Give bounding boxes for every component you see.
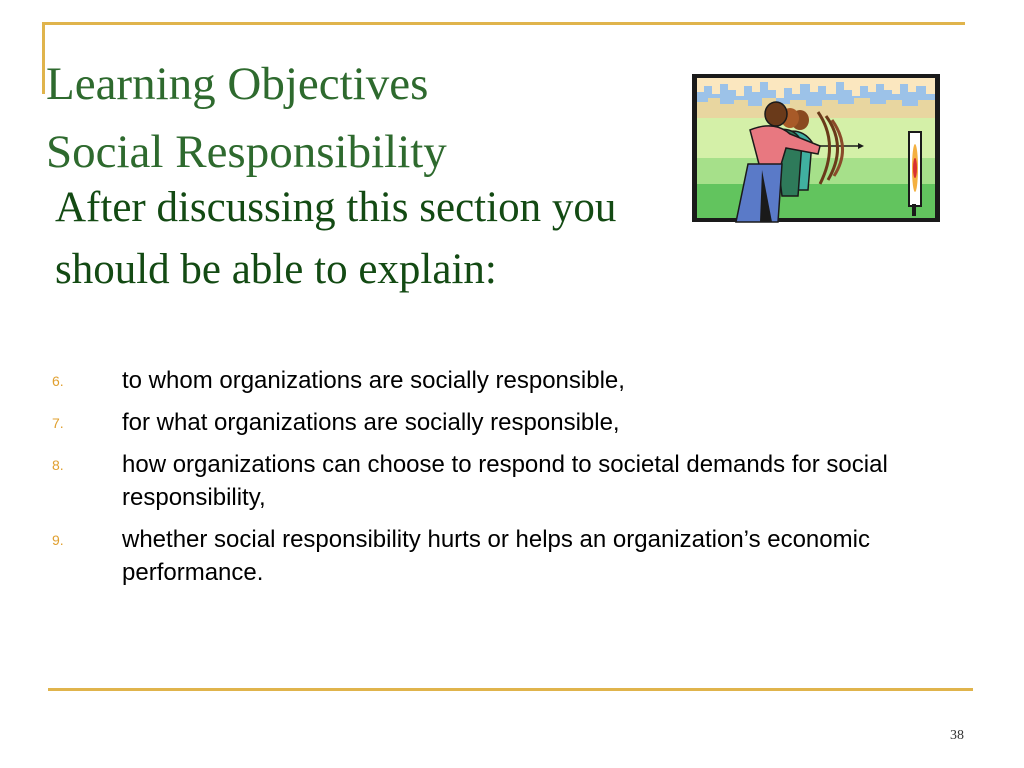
- item-text: whether social responsibility hurts or helps an organization’s economic performance.: [122, 526, 870, 586]
- item-number: 7.: [52, 415, 64, 431]
- list-item: [52, 448, 972, 514]
- list-item: [52, 406, 972, 439]
- item-text: to whom organizations are socially responsible,: [122, 367, 625, 394]
- item-number: 8.: [52, 457, 64, 473]
- frame-bottom-rule: [48, 688, 973, 691]
- item-text: how organizations can choose to respond to societal demands for social responsibility,: [122, 451, 888, 511]
- item-number: 9.: [52, 532, 64, 548]
- list-item: [52, 364, 972, 397]
- page-number: 38: [950, 728, 964, 743]
- archers-target-clipart-icon: [690, 72, 942, 224]
- title-line-2: Social Responsibility: [46, 126, 447, 178]
- item-text: for what organizations are socially responsible,: [122, 409, 620, 436]
- item-number: 6.: [52, 373, 64, 389]
- slide-title: [46, 50, 447, 186]
- lead-text: After discussing this section you should be able to explain:: [55, 184, 617, 293]
- frame-top-rule: [42, 22, 965, 25]
- title-line-1: Learning Objectives: [46, 58, 429, 110]
- list-item: [52, 523, 972, 589]
- frame-left-rule: [42, 22, 45, 94]
- objectives-list: [52, 364, 972, 598]
